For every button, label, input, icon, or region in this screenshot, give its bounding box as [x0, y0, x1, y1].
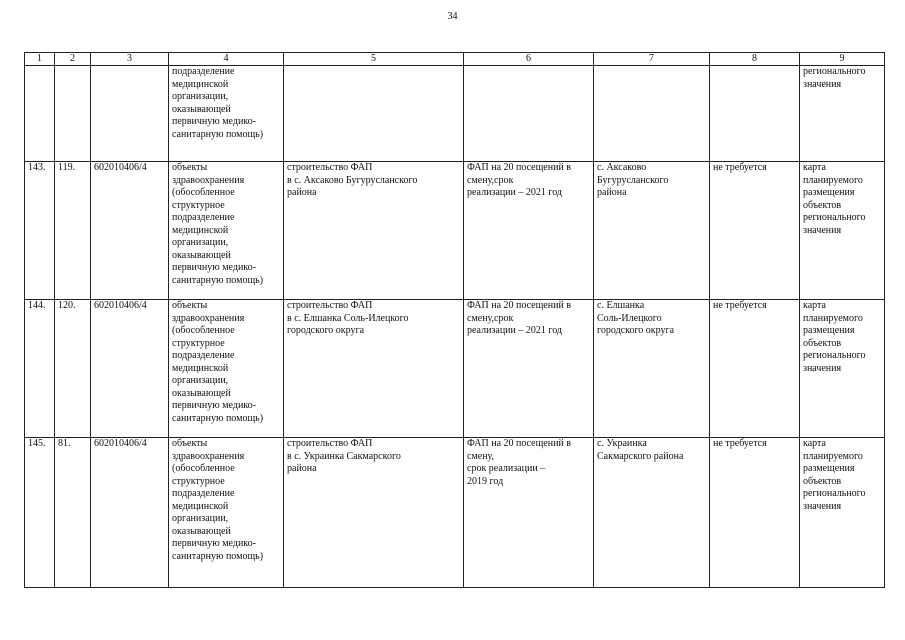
cell-map-reference — [800, 162, 885, 300]
cell-capacity — [464, 300, 594, 438]
cell-text-line: смену, — [467, 450, 495, 462]
cell-text-line: в с. Елшанка Соль-Илецкого — [287, 312, 409, 324]
cell-ref-number — [55, 300, 91, 438]
cell-code — [91, 66, 169, 162]
cell-text-line: первичную медико- — [172, 262, 256, 273]
cell-text-line: ФАП на 20 посещений в — [467, 300, 572, 311]
cell-text-line: санитарную помощь) — [172, 128, 264, 140]
cell-text-line: санитарную помощь) — [172, 412, 264, 424]
cell-text-line: регионального — [803, 66, 866, 77]
cell-code — [91, 438, 169, 588]
cell-object-description — [284, 66, 464, 162]
cell-text-line: Соль-Илецкого — [597, 312, 662, 324]
cell-code — [91, 300, 169, 438]
cell-text-line: карта — [803, 300, 826, 311]
cell-text-line: значения — [803, 362, 842, 374]
cell-text-line: (обособленное — [172, 187, 235, 198]
cell-text-line: смену,срок — [467, 174, 514, 186]
cell-text-line: карта — [803, 162, 826, 173]
column-header-2: 2 — [55, 53, 91, 66]
cell-text-line: 144. — [28, 300, 46, 311]
column-header-6: 6 — [464, 53, 594, 66]
cell-text-line: первичную медико- — [172, 538, 256, 549]
cell-ref-number — [55, 66, 91, 162]
cell-text-line: района — [287, 187, 317, 198]
cell-zone-requirement — [710, 66, 800, 162]
cell-code — [91, 162, 169, 300]
page-number: 34 — [447, 11, 458, 22]
cell-text-line: Сакмарского района — [597, 450, 684, 462]
cell-row-number — [25, 300, 55, 438]
cell-ref-number — [55, 162, 91, 300]
cell-text-line: оказывающей — [172, 525, 231, 537]
cell-text-line: санитарную помощь) — [172, 550, 264, 562]
cell-text-line: структурное — [172, 199, 225, 211]
cell-text-line: реализации – 2021 год — [467, 187, 563, 198]
cell-text-line: 602010406/4 — [94, 438, 147, 449]
cell-row-number — [25, 162, 55, 300]
cell-object-description — [284, 438, 464, 588]
cell-text-line: не требуется — [713, 162, 767, 173]
cell-text-line: организации, — [172, 375, 229, 386]
cell-text-line: значения — [803, 500, 842, 512]
table-row — [25, 162, 885, 300]
cell-text-line: городского округа — [597, 325, 675, 336]
cell-text-line: строительство ФАП — [287, 162, 373, 173]
cell-text-line: оказывающей — [172, 249, 231, 261]
cell-text-line: регионального — [803, 488, 866, 499]
cell-text-line: структурное — [172, 475, 225, 487]
cell-row-number — [25, 66, 55, 162]
cell-text-line: 143. — [28, 162, 46, 173]
cell-text-line: с. Елшанка — [597, 300, 645, 311]
cell-zone-requirement — [710, 438, 800, 588]
cell-object-type — [169, 300, 284, 438]
cell-text-line: организации, — [172, 513, 229, 524]
cell-text-line: здравоохранения — [172, 312, 245, 324]
cell-zone-requirement — [710, 162, 800, 300]
cell-map-reference — [800, 438, 885, 588]
cell-text-line: не требуется — [713, 300, 767, 311]
column-header-8: 8 — [710, 53, 800, 66]
cell-map-reference — [800, 300, 885, 438]
data-table — [24, 52, 885, 588]
cell-text-line: планируемого — [803, 312, 863, 324]
cell-text-line: объекты — [172, 162, 208, 173]
cell-text-line: района — [597, 187, 627, 198]
cell-text-line: объектов — [803, 475, 842, 487]
cell-ref-number — [55, 438, 91, 588]
table-row — [25, 300, 885, 438]
column-header-4: 4 — [169, 53, 284, 66]
cell-location — [594, 162, 710, 300]
cell-text-line: медицинской — [172, 224, 229, 236]
cell-text-line: санитарную помощь) — [172, 274, 264, 286]
cell-text-line: не требуется — [713, 438, 767, 449]
cell-text-line: здравоохранения — [172, 174, 245, 186]
cell-text-line: 81. — [58, 438, 71, 449]
cell-text-line: смену,срок — [467, 312, 514, 324]
cell-row-number — [25, 438, 55, 588]
column-header-9: 9 — [800, 53, 885, 66]
cell-text-line: размещения — [803, 325, 855, 336]
cell-text-line: планируемого — [803, 450, 863, 462]
cell-text-line: (обособленное — [172, 325, 235, 336]
cell-text-line: в с. Аксаково Бугурусланского — [287, 174, 418, 186]
cell-text-line: подразделение — [172, 66, 235, 77]
cell-text-line: срок реализации – — [467, 463, 546, 474]
cell-object-type — [169, 438, 284, 588]
cell-text-line: подразделение — [172, 212, 235, 223]
cell-text-line: здравоохранения — [172, 450, 245, 462]
cell-text-line: района — [287, 463, 317, 474]
column-header-3: 3 — [91, 53, 169, 66]
cell-text-line: регионального — [803, 212, 866, 223]
cell-text-line: карта — [803, 438, 826, 449]
table-row — [25, 66, 885, 162]
cell-object-description — [284, 162, 464, 300]
table-body — [25, 66, 885, 588]
cell-text-line: медицинской — [172, 500, 229, 512]
cell-text-line: регионального — [803, 350, 866, 361]
cell-capacity — [464, 162, 594, 300]
cell-text-line: 120. — [58, 300, 76, 311]
cell-text-line: (обособленное — [172, 463, 235, 474]
cell-text-line: строительство ФАП — [287, 300, 373, 311]
cell-text-line: значения — [803, 224, 842, 236]
column-header-row — [25, 53, 885, 66]
column-header-5: 5 — [284, 53, 464, 66]
cell-text-line: 602010406/4 — [94, 300, 147, 311]
cell-location — [594, 438, 710, 588]
cell-text-line: в с. Украинка Сакмарского — [287, 450, 401, 462]
cell-text-line: реализации – 2021 год — [467, 325, 563, 336]
cell-text-line: с. Украинка — [597, 438, 647, 449]
cell-text-line: ФАП на 20 посещений в — [467, 438, 572, 449]
cell-text-line: городского округа — [287, 325, 365, 336]
cell-text-line: подразделение — [172, 350, 235, 361]
cell-text-line: 119. — [58, 162, 76, 173]
cell-text-line: 145. — [28, 438, 46, 449]
cell-text-line: объекты — [172, 300, 208, 311]
cell-text-line: оказывающей — [172, 387, 231, 399]
cell-text-line: размещения — [803, 187, 855, 198]
cell-text-line: размещения — [803, 463, 855, 474]
cell-text-line: объектов — [803, 337, 842, 349]
cell-text-line: подразделение — [172, 488, 235, 499]
cell-object-type — [169, 66, 284, 162]
cell-text-line: 602010406/4 — [94, 162, 147, 173]
cell-object-type — [169, 162, 284, 300]
cell-text-line: объекты — [172, 438, 208, 449]
cell-text-line: строительство ФАП — [287, 438, 373, 449]
cell-object-description — [284, 300, 464, 438]
cell-zone-requirement — [710, 300, 800, 438]
column-header-1: 1 — [25, 53, 55, 66]
cell-text-line: с. Аксаково — [597, 162, 647, 173]
column-header-7: 7 — [594, 53, 710, 66]
cell-location — [594, 300, 710, 438]
cell-capacity — [464, 66, 594, 162]
cell-text-line: планируемого — [803, 174, 863, 186]
table-row — [25, 438, 885, 588]
cell-text-line: значения — [803, 78, 842, 90]
cell-text-line: Бугурусланского — [597, 174, 669, 186]
cell-text-line: медицинской — [172, 78, 229, 90]
cell-text-line: оказывающей — [172, 103, 231, 115]
cell-text-line: медицинской — [172, 362, 229, 374]
cell-text-line: первичную медико- — [172, 116, 256, 127]
cell-map-reference — [800, 66, 885, 162]
cell-text-line: организации, — [172, 237, 229, 248]
cell-text-line: структурное — [172, 337, 225, 349]
cell-location — [594, 66, 710, 162]
cell-text-line: организации, — [172, 91, 229, 102]
cell-capacity — [464, 438, 594, 588]
cell-text-line: объектов — [803, 199, 842, 211]
cell-text-line: ФАП на 20 посещений в — [467, 162, 572, 173]
cell-text-line: 2019 год — [467, 475, 504, 487]
cell-text-line: первичную медико- — [172, 400, 256, 411]
